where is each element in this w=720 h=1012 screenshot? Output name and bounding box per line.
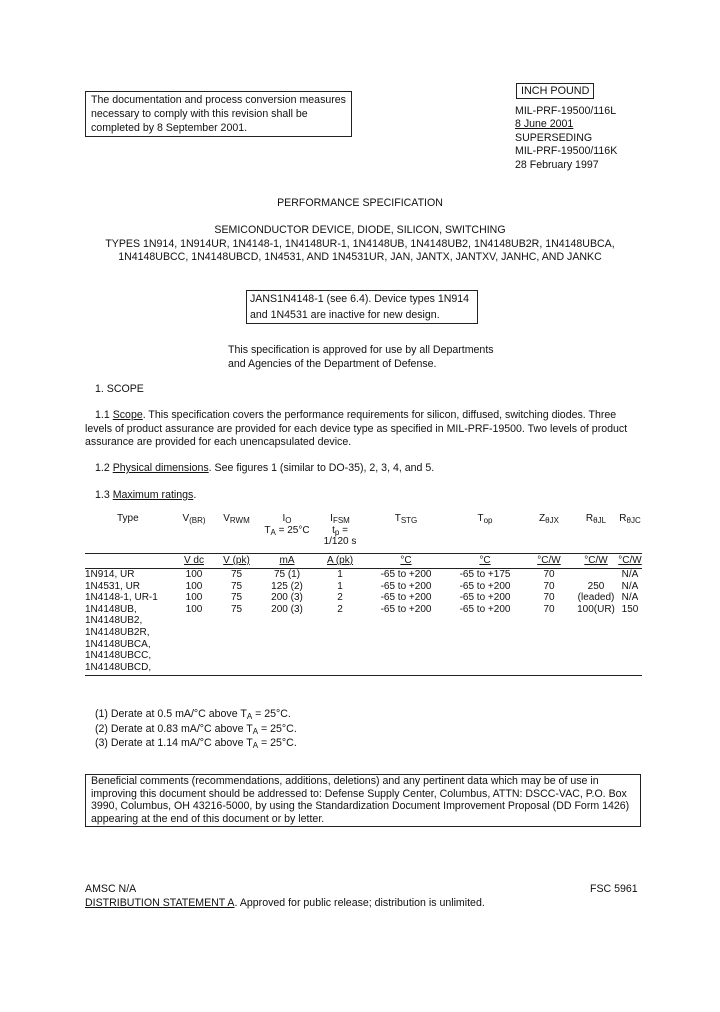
approval-statement (228, 343, 494, 371)
header-type: Type (117, 513, 139, 524)
unit-cell: °C/W (524, 554, 574, 569)
paragraph-1-1-number: 1.1 (95, 409, 110, 421)
unit-cell: mA (260, 554, 314, 569)
derating-note: (2) Derate at 0.83 mA/°C above $T_A = 25^\circ C$. (95, 722, 297, 736)
type-list-cell: 1N4148UB, 1N4148UB2, 1N4148UB2R, 1N4148UBCA, 1N4148UBCC, 1N4148UBCD, (85, 604, 175, 676)
header-zojx: $Z_{\theta JX}$ (539, 513, 559, 525)
inch-pound-label: INCH POUND (516, 83, 594, 99)
paragraph-1-2 (85, 462, 635, 476)
table-header-row (85, 513, 642, 554)
paragraph-1-2-text: . See figures 1 (similar to DO-35), 2, 3, 4, and 5. (208, 462, 435, 474)
paragraph-1-3-text: . (193, 489, 197, 501)
paragraph-1-2-title: Physical dimensions (112, 462, 209, 474)
header-vbr: $V_{(BR)}$ (182, 513, 206, 525)
header-tstg: $T_{STG}$ (394, 513, 418, 525)
document-number: MIL-PRF-19500/116L (515, 105, 617, 117)
page-title: PERFORMANCE SPECIFICATION (277, 197, 443, 209)
unit-cell: A (pk) (314, 554, 366, 569)
paragraph-1-1-text: . This specification covers the performance requirements for silicon, diffused, switching diodes. Three levels of product assurance are provided for each device type as specified in MIL-PRF-19500. Two levels of product assurance are provided for each unencapsulated device. (85, 409, 628, 448)
amsc-label: AMSC N/A (85, 883, 137, 895)
footer-left (85, 883, 485, 910)
header-ifsm: $I_{FSM}$ $t_p$ = 1/120 s (323, 513, 357, 548)
unit-cell: °C/W (618, 554, 642, 569)
fsc-label: FSC 5961 (590, 883, 638, 895)
inactive-note-line-1: JANS1N4148-1 (see 6.4). Device types 1N914 (250, 293, 470, 305)
superseded-document-date: 28 February 1997 (515, 158, 599, 171)
beneficial-comments-text: Beneficial comments (recommendations, additions, deletions) and any pertinent data which may be of use in improving this document should be addressed to: Defense Supply Center, Columbus, ATTN: DSCC-VAC, P.O. Box 3990, Columbus, OH 43216-5000, by using the Standardization Document Improvement Proposal (DD Form 1426) appearing at the end of this document or by letter. (91, 775, 630, 825)
derating-note: (3) Derate at 1.14 mA/°C above $T_A = 25^\circ C$. (95, 737, 297, 750)
approval-line-1: This specification is approved for use by all Departments (228, 344, 494, 356)
header-vrwm: $V_{RWM}$ (223, 513, 250, 525)
table-row: 1N914, UR 100 75 75 (1) 1 -65 to +200 -65 to +175 70 N/A (85, 569, 639, 580)
paragraph-1-1 (85, 409, 635, 450)
document-date: 8 June 2001 (515, 118, 574, 131)
section-1-heading: 1. SCOPE (95, 383, 144, 395)
paragraph-1-1-title: Scope (112, 409, 143, 421)
derating-note: (1) Derate at 0.5 mA/°C above $T_A = 25^\circ C$. (95, 708, 291, 721)
unit-cell: °C/W (574, 554, 618, 569)
conversion-notice-box (85, 91, 352, 137)
paragraph-1-2-number: 1.2 (95, 462, 110, 474)
approval-line-2: and Agencies of the Department of Defense. (228, 358, 437, 370)
unit-cell: °C (446, 554, 524, 569)
conversion-notice-text: The documentation and process conversion measures necessary to comply with this revision shall be completed by 8 September 2001. (91, 94, 346, 134)
table-units-row (85, 554, 642, 569)
header-io: $I_O$ $T_A = 25^\circ C$ (264, 513, 310, 537)
unit-cell: V dc (175, 554, 213, 569)
derating-notes (95, 707, 297, 751)
inactive-devices-note-box (246, 290, 478, 324)
header-top: $T_{op}$ (477, 513, 493, 525)
unit-cell: °C (366, 554, 446, 569)
paragraph-1-3 (85, 489, 635, 503)
superseded-document-number: MIL-PRF-19500/116K (515, 145, 618, 158)
unit-cell: V (pk) (213, 554, 260, 569)
table-row: 1N4531, UR 100 75 125 (2) 1 -65 to +200 -65 to +200 70 250 N/A (85, 580, 639, 592)
spec-subtitle (0, 224, 720, 265)
subtitle-line-3: 1N4148UBCC, 1N4148UBCD, 1N4531, AND 1N4531UR, JAN, JANTX, JANTXV, JANHC, AND JANKC (118, 251, 602, 263)
distribution-statement: DISTRIBUTION STATEMENT A. Approved for public release; distribution is unlimited. (85, 896, 485, 909)
document-identifier-block (515, 105, 617, 172)
paragraph-1-3-title: Maximum ratings (112, 489, 194, 501)
header-rojl: $R_{\theta JL}$ (585, 513, 607, 525)
subtitle-line-2: TYPES 1N914, 1N914UR, 1N4148-1, 1N4148UR-1, 1N4148UB, 1N4148UB2, 1N4148UB2R, 1N4148UBCA, (105, 237, 615, 250)
table-row: 1N4148-1, UR-1 100 75 200 (3) 2 -65 to +200 -65 to +200 70 (leaded) N/A (85, 592, 639, 604)
subtitle-line-1: SEMICONDUCTOR DEVICE, DIODE, SILICON, SWITCHING (214, 224, 506, 236)
paragraph-1-3-number: 1.3 (95, 489, 110, 501)
beneficial-comments-box (85, 774, 641, 827)
maximum-ratings-table (85, 513, 642, 676)
header-rojc: $R_{\theta JC}$ (619, 513, 641, 525)
table-row: 1N4148UB, 1N4148UB2, 1N4148UB2R, 1N4148UBCA, 1N4148UBCC, 1N4148UBCD, 100 75 200 (3) 2 -65 to +200 -65 to +200 70 100(UR) 150 (85, 604, 642, 676)
superseding-label: SUPERSEDING (515, 131, 593, 144)
inactive-note-line-2: and 1N4531 are inactive for new design. (250, 309, 440, 321)
